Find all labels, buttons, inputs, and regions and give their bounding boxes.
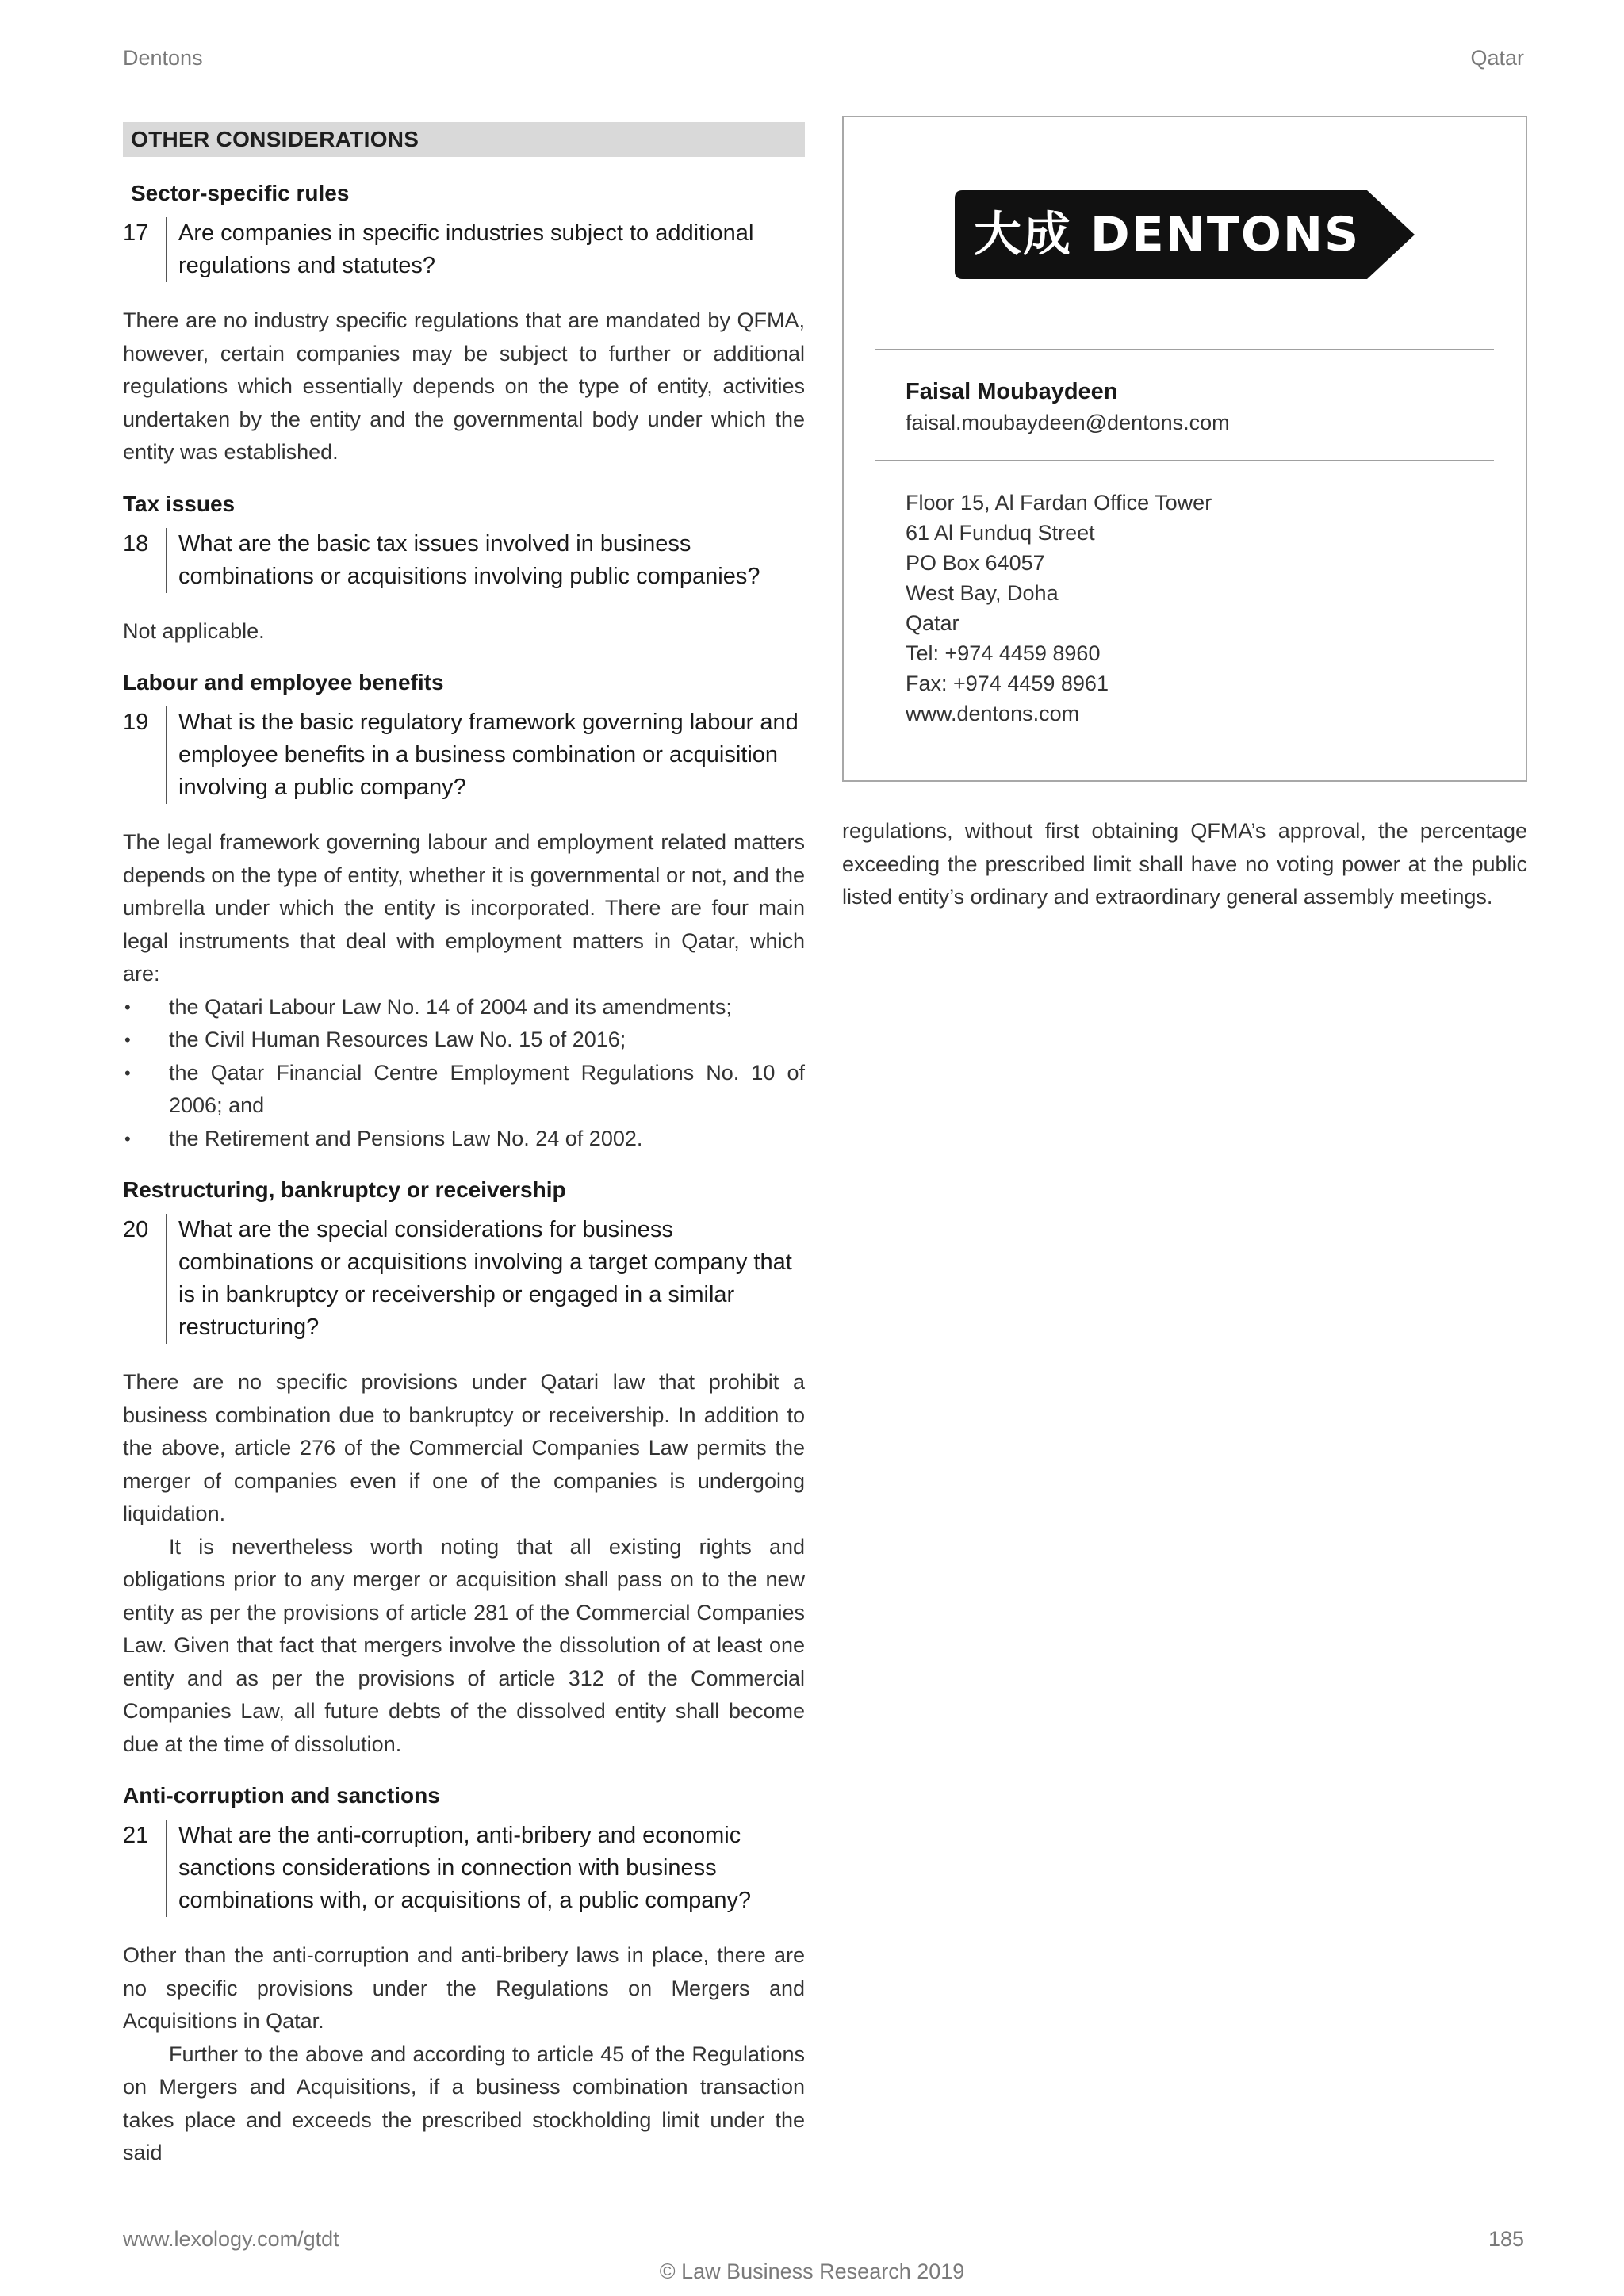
answer-18: Not applicable.: [123, 618, 265, 643]
question-number: 21: [123, 1820, 167, 1917]
divider: [875, 349, 1494, 350]
office-address: [906, 488, 1212, 729]
answer-20-continued: It is nevertheless worth noting that all existing rights and obligations prior to any merger or acquisition shall pass on to the new entity as per the provisions of article 281 of the Commercial Companies Law. Given that fact that mergers involve the dissolution of at least one entity and as per the provisions of article 312 of the Commercial Companies Law, all future debts of the dissolved entity shall become due at the time of dissolution.: [123, 1534, 805, 1756]
list-item: • the Qatari Labour Law No. 14 of 2004 and its amendments;: [123, 991, 805, 1024]
question-number: 17: [123, 217, 167, 282]
address-line: Qatar: [906, 611, 959, 635]
contact-name: Faisal Moubaydeen: [906, 379, 1118, 404]
footer-url[interactable]: www.lexology.com/gtdt: [123, 2227, 339, 2251]
topic-heading-restructuring: Restructuring, bankruptcy or receivership: [123, 1177, 566, 1202]
address-line: West Bay, Doha: [906, 581, 1059, 605]
telephone: Tel: +974 4459 8960: [906, 641, 1101, 665]
answer-20: There are no specific provisions under Qatari law that prohibit a business combination due to bankruptcy or receivership. In addition to the above, article 276 of the Commercial Companies Law permits the merger of companies even if one of the companies is undergoing liquidation.: [123, 1370, 805, 1525]
question-text: What are the special considerations for business combinations or acquisitions involving a target company that is in bankruptcy or receivership or engaged in a similar restructuring?: [178, 1217, 792, 1340]
page-number: 185: [1488, 2227, 1524, 2251]
fax: Fax: +974 4459 8961: [906, 672, 1109, 695]
question-text: What is the basic regulatory framework governing labour and employee benefits in a business combination or acquisition involving a public company?: [178, 710, 799, 800]
topic-heading-sector: Sector-specific rules: [131, 181, 350, 205]
question-text: What are the anti-corruption, anti-bribery and economic sanctions considerations in connection with business combinations with, or acquisitions of, a public company?: [178, 1823, 752, 1913]
question-21: [123, 1820, 805, 1917]
answer-21: Other than the anti-corruption and anti-bribery laws in place, there are no specific provisions under the Regulations on Mergers and Acquisitions in Qatar.: [123, 1943, 805, 2033]
address-line: Floor 15, Al Fardan Office Tower: [906, 491, 1212, 515]
list-item: • the Qatar Financial Centre Employment Regulations No. 10 of 2006; and: [123, 1057, 805, 1123]
address-line: PO Box 64057: [906, 551, 1045, 575]
divider: [875, 460, 1494, 461]
section-title: OTHER CONSIDERATIONS: [123, 122, 805, 157]
dentons-logo: [955, 190, 1415, 279]
left-column: [123, 122, 805, 2191]
question-text: What are the basic tax issues involved in business combinations or acquisitions involving public companies?: [178, 530, 760, 589]
question-number: 18: [123, 528, 167, 593]
answer-21-continued: Further to the above and according to article 45 of the Regulations on Mergers and Acquisitions, if a business combination transaction takes place and exceeds the prescribed stockholding limit under the said: [123, 2042, 805, 2164]
question-18: [123, 528, 805, 593]
right-column: [842, 116, 1527, 936]
list-item: • the Civil Human Resources Law No. 15 of 2016;: [123, 1024, 805, 1057]
running-header-publisher: Dentons: [123, 46, 203, 70]
legal-instruments-list: [123, 991, 805, 1156]
running-header-jurisdiction: Qatar: [1470, 46, 1524, 70]
contact-box: [842, 116, 1527, 782]
question-19: [123, 706, 805, 804]
topic-heading-labour: Labour and employee benefits: [123, 670, 444, 695]
answer-21-continuation: regulations, without first obtaining QFMA’s approval, the percentage exceeding the prescribed limit shall have no voting power at the public listed entity’s ordinary and extraordinary general assembly meetings.: [842, 819, 1527, 909]
topic-heading-anticorruption: Anti-corruption and sanctions: [123, 1783, 440, 1808]
contact-email[interactable]: faisal.moubaydeen@dentons.com: [906, 411, 1230, 434]
question-17: [123, 217, 805, 282]
logo-text: 大成 DENTONS: [974, 207, 1361, 262]
question-text: Are companies in specific industries subject to additional regulations and statutes?: [178, 220, 754, 278]
question-20: [123, 1214, 805, 1344]
website-link[interactable]: www.dentons.com: [906, 702, 1080, 725]
answer-17: There are no industry specific regulations that are mandated by QFMA, however, certain companies may be subject to further or additional regulations which essentially depends on the type of entity, activities undertaken by the entity and the governmental body under which the entity was established.: [123, 308, 805, 464]
copyright-notice: © Law Business Research 2019: [659, 2260, 965, 2283]
question-number: 19: [123, 706, 167, 804]
address-line: 61 Al Funduq Street: [906, 521, 1095, 545]
answer-19: The legal framework governing labour and employment related matters depends on the type of entity, whether it is governmental or not, and the umbrella under which the entity is incorporated. There are four main legal instruments that deal with employment matters in Qatar, which are:: [123, 830, 805, 985]
question-number: 20: [123, 1214, 167, 1344]
topic-heading-tax: Tax issues: [123, 491, 236, 516]
list-item: • the Retirement and Pensions Law No. 24 of 2002.: [123, 1123, 805, 1156]
